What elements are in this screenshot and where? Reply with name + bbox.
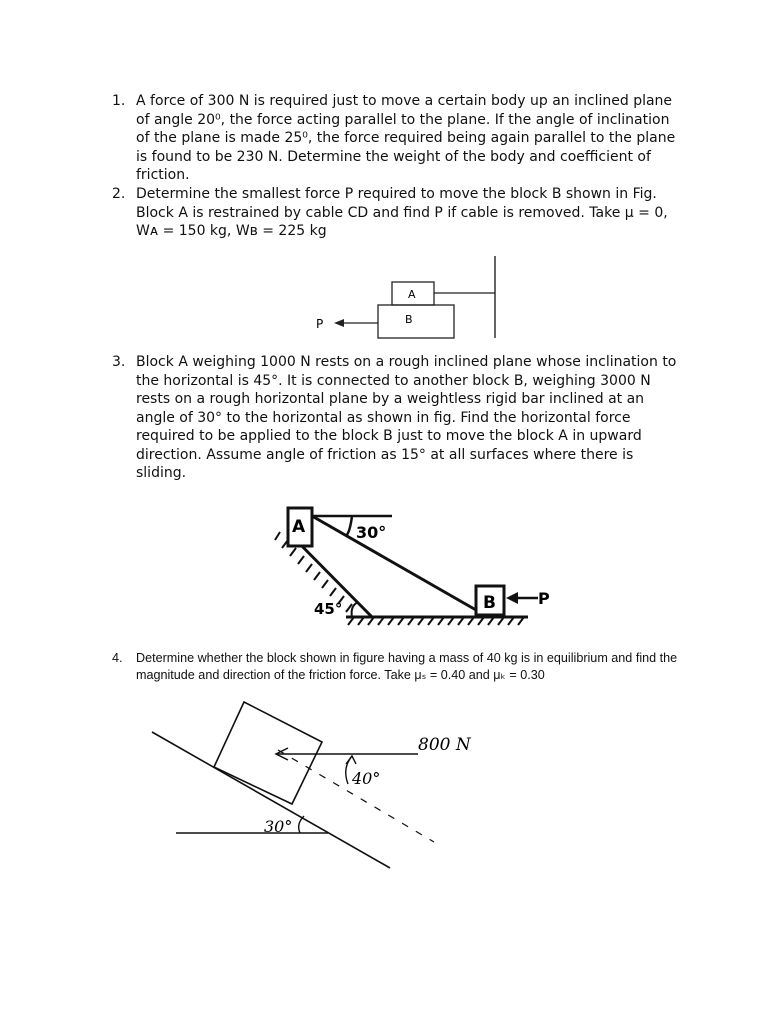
question-1 <box>112 92 682 184</box>
angle-arc-30 <box>346 516 352 536</box>
block-a-label: A <box>408 288 416 301</box>
block-a-label: A <box>292 517 306 537</box>
angle-label-45: 45° <box>314 600 343 618</box>
angle-arc-arrow <box>346 756 356 764</box>
figure-4-incline-block <box>148 692 478 877</box>
question-number: 3. <box>112 354 126 370</box>
question-text: Determine whether the block shown in figure having a mass of 40 kg is in equilibrium and find the magnitude and direction of the friction force. Take μₛ = 0.40 and μₖ = 0.30 <box>136 651 678 682</box>
question-text: Block A weighing 1000 N rests on a rough inclined plane whose inclination to the horizontal is 45°. It is connected to another block B, weighing 3000 N rests on a rough horizontal plane by a weightless rigid bar inclined at an angle of 30° to the horizontal as shown in fig. Find the horizontal force required to be applied to the block B just to move the block A in upward direction. Assume angle of friction as 15° at all surfaces where there is sliding. <box>136 354 677 481</box>
rigid-bar <box>312 516 476 610</box>
angle-label-40: 40° <box>352 769 381 788</box>
arrow-head <box>334 319 344 327</box>
incline-surface <box>152 732 390 868</box>
block-b-label: B <box>405 313 413 326</box>
angle-label-30: 30° <box>264 817 293 836</box>
force-label: 800 N <box>418 735 471 755</box>
block <box>214 702 322 804</box>
arrow-head <box>506 592 518 604</box>
block-b <box>378 305 454 338</box>
question-2 <box>112 185 682 243</box>
question-number: 1. <box>112 93 126 109</box>
question-text: Determine the smallest force P required to move the block B shown in Fig. Block A is restrained by cable CD and find P if cable is removed. Take μ = 0, Wᴀ = 150 kg, Wʙ = 225 kg <box>136 186 668 239</box>
question-number: 2. <box>112 186 126 202</box>
question-number: 4. <box>112 651 123 665</box>
force-label: P <box>538 589 550 608</box>
angle-label-30: 30° <box>356 523 387 542</box>
figure-3-blocks-bar <box>270 496 560 631</box>
force-label: P <box>316 317 324 331</box>
question-3 <box>112 353 682 483</box>
block-b-label: B <box>483 593 496 613</box>
question-4 <box>112 650 682 688</box>
angle-arc-45 <box>352 602 358 617</box>
figure-2-blocks <box>310 252 510 347</box>
question-text: A force of 300 N is required just to move a certain body up an inclined plane of angle 20⁰, the force acting parallel to the plane. If the angle of inclination of the plane is made 25⁰, the force required being again parallel to the plane is found to be 230 N. Determine the weight of the body and coefficient of friction. <box>136 93 676 183</box>
